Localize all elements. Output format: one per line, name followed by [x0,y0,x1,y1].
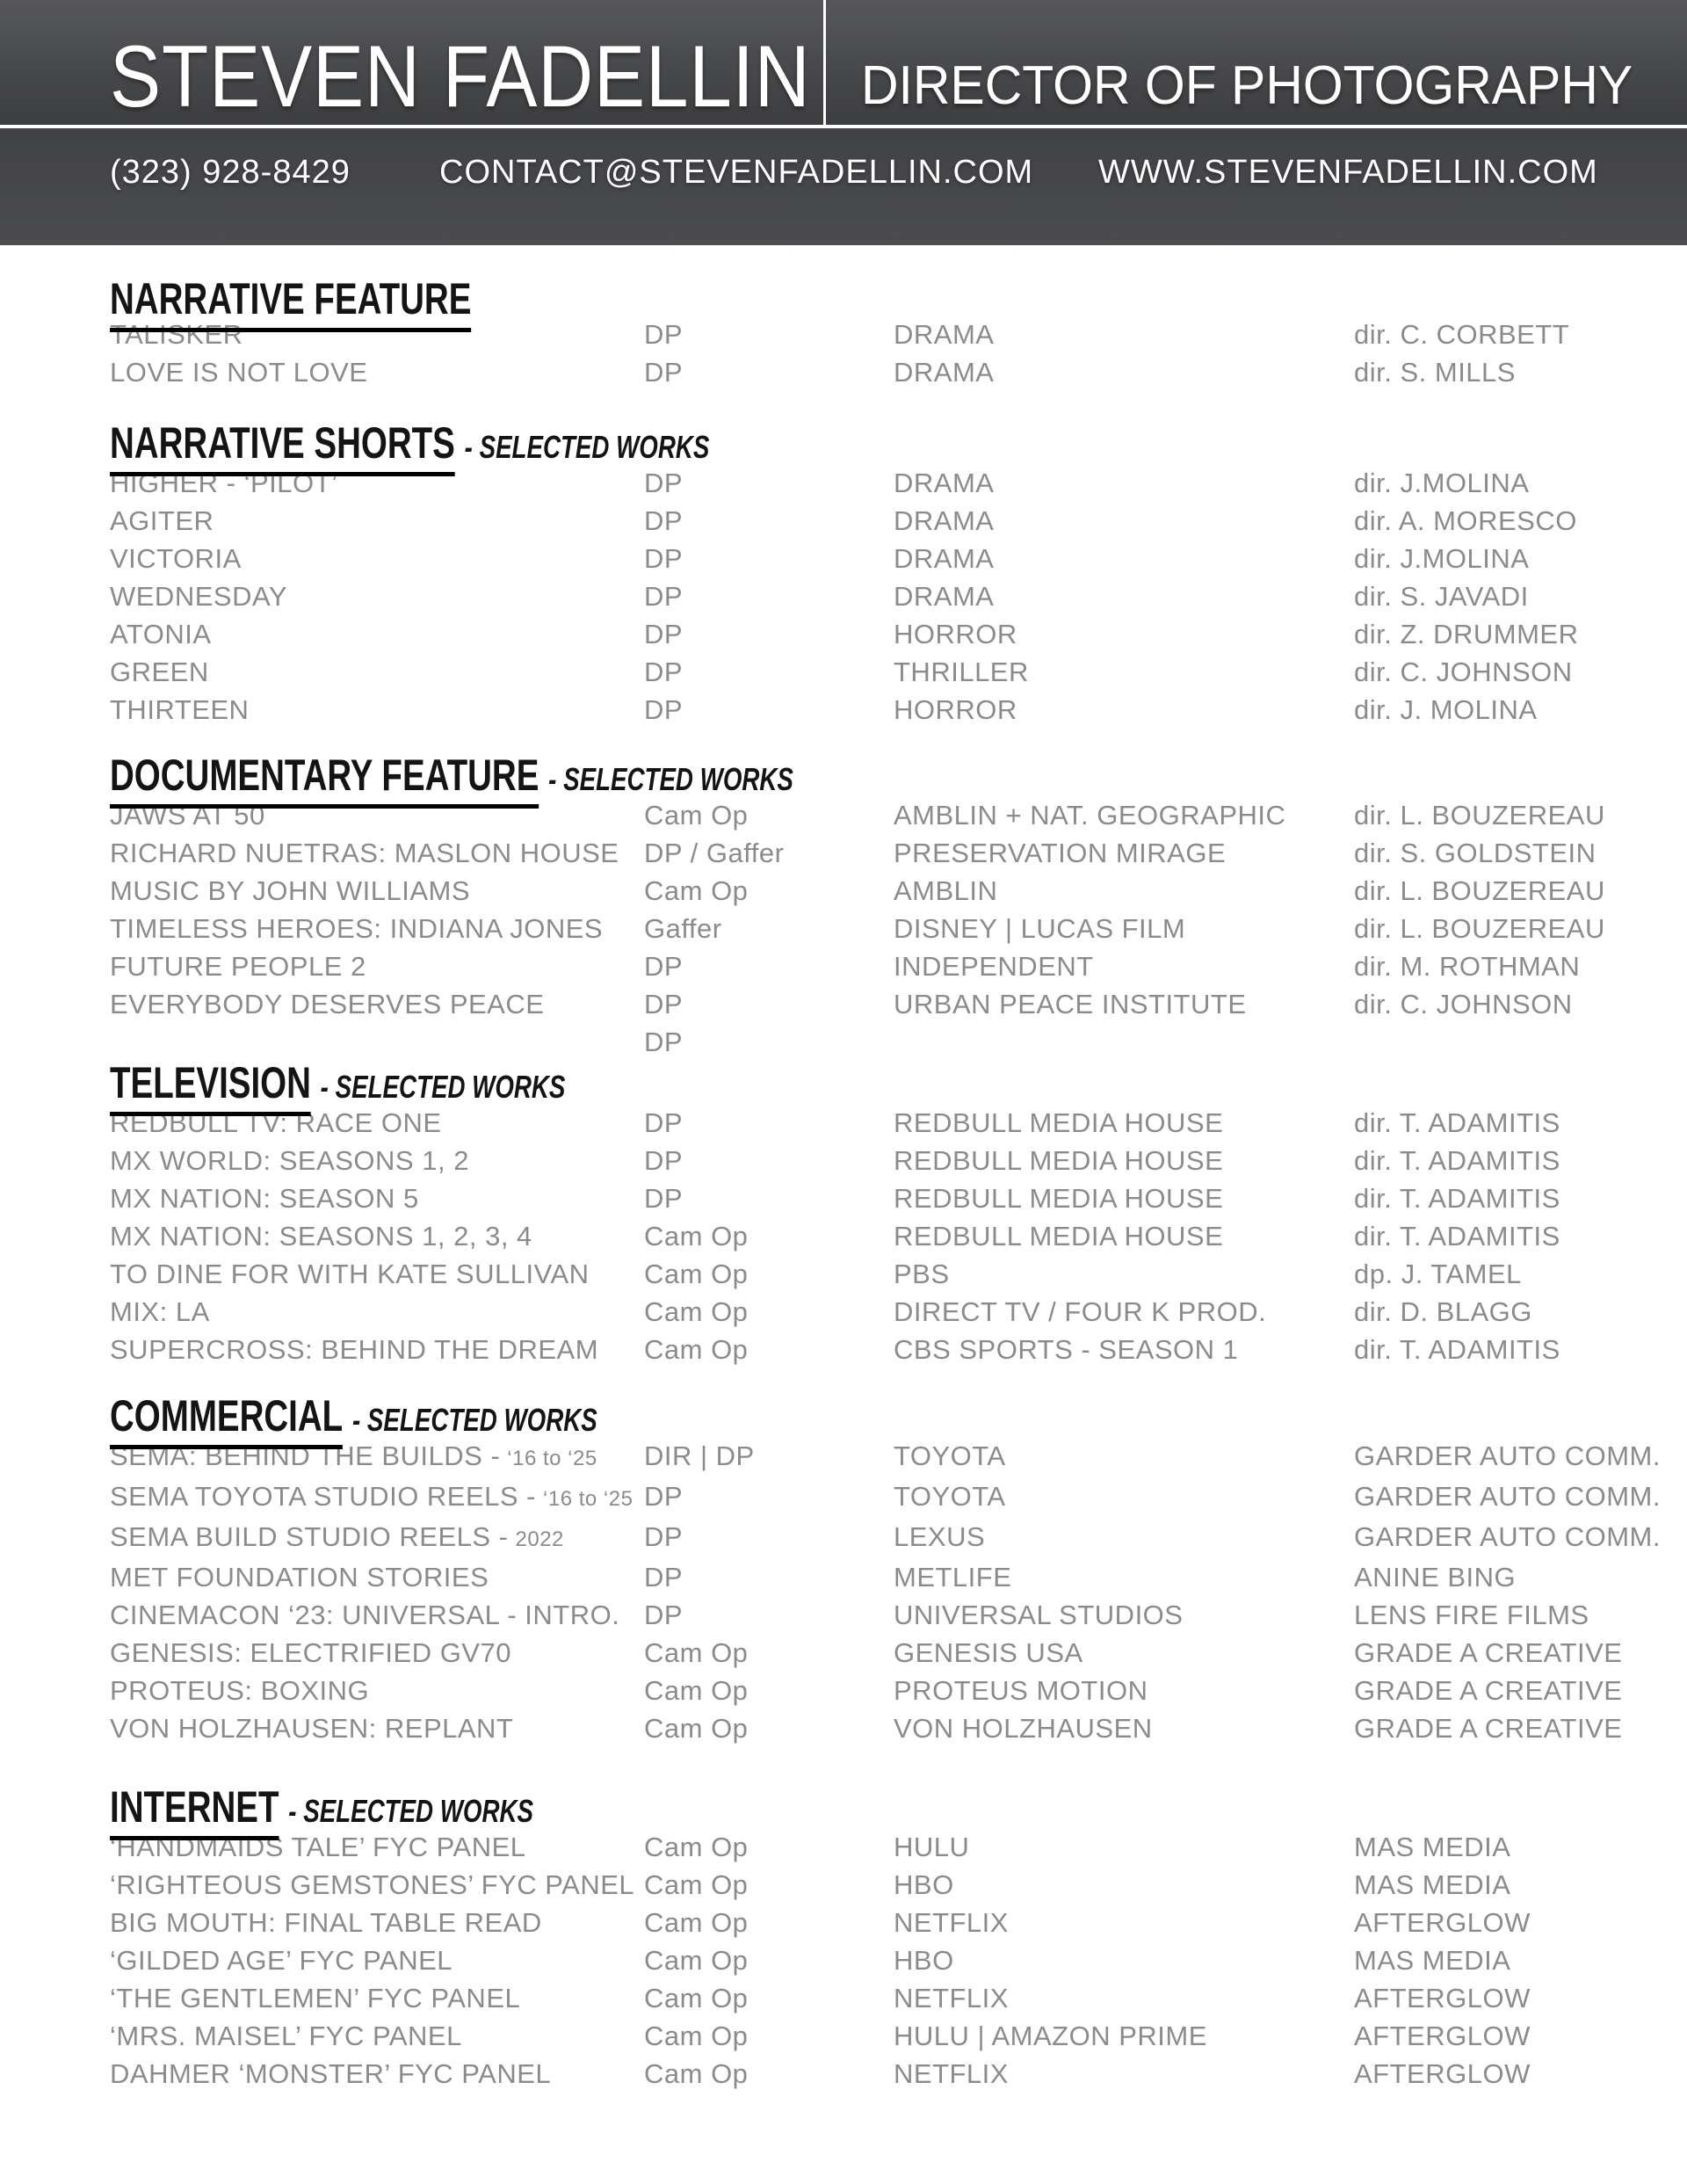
role: DP [644,1562,684,1593]
credit-row [110,947,1634,985]
project-title: WEDNESDAY [110,581,288,612]
project-title: AGITER [110,505,214,536]
project-title: GENESIS: ELECTRIFIED GV70 [110,1637,511,1668]
role: Cam Op [644,800,749,831]
director-company: dir. D. BLAGG [1354,1296,1532,1327]
project-title: GREEN [110,657,209,687]
network-genre: REDBULL MEDIA HOUSE [894,1183,1224,1214]
role: DP [644,1027,684,1057]
credit-row [110,1142,1634,1179]
section-rows [110,1104,1634,1368]
director-company: dir. T. ADAMITIS [1354,1107,1560,1138]
role: DP [644,1183,684,1214]
project-title [110,1023,644,1061]
project-title: ‘HANDMAIDS TALE’ FYC PANEL [110,1832,526,1862]
director-company: GRADE A CREATIVE [1354,1637,1623,1668]
director-company: GRADE A CREATIVE [1354,1713,1623,1744]
credit-row [110,2055,1634,2093]
role: Cam Op [644,1945,749,1976]
project-title: DAHMER ‘MONSTER’ FYC PANEL [110,2058,552,2089]
role: DP [644,1481,684,1512]
section-subtitle: - SELECTED WORKS [288,1793,534,1829]
director-company: AFTERGLOW [1354,1907,1531,1938]
role: DP [644,1600,684,1630]
section-subtitle: - SELECTED WORKS [351,1402,597,1438]
role: DP [644,505,684,536]
job-title: DIRECTOR OF PHOTOGRAPHY [861,55,1633,116]
network-genre: PBS [894,1259,950,1289]
credit-row [110,1979,1634,2017]
director-company: dir. M. ROTHMAN [1354,951,1581,982]
credit-row [110,872,1634,910]
director-company: dir. T. ADAMITIS [1354,1221,1560,1252]
resume-section [110,274,1634,391]
role: Cam Op [644,1907,749,1938]
network-genre: REDBULL MEDIA HOUSE [894,1145,1224,1176]
credit-row [110,1179,1634,1217]
project-title: ‘RIGHTEOUS GEMSTONES’ FYC PANEL [110,1869,635,1900]
director-company: dir. J.MOLINA [1354,468,1530,498]
section-rows [110,1437,1661,1747]
network-genre: DRAMA [894,505,995,536]
role: Cam Op [644,1832,749,1862]
director-company: dir. L. BOUZEREAU [1354,800,1605,831]
director-company: dir. T. ADAMITIS [1354,1145,1560,1176]
role: DP [644,1521,684,1552]
role: DP / Gaffer [644,838,785,868]
director-company: GARDER AUTO COMM. [1354,1440,1661,1471]
network-genre: CBS SPORTS - SEASON 1 [894,1334,1239,1365]
director-company: AFTERGLOW [1354,1983,1531,2013]
network-genre: REDBULL MEDIA HOUSE [894,1107,1224,1138]
email-link[interactable]: CONTACT@STEVENFADELLIN.COM [439,154,1034,191]
section-header [110,1058,1634,1109]
credit-row [110,985,1634,1023]
project-title: MX NATION: SEASONS 1, 2, 3, 4 [110,1221,532,1252]
director-company: dir. L. BOUZEREAU [1354,913,1605,944]
director-company: dir. T. ADAMITIS [1354,1183,1560,1214]
project-title: VON HOLZHAUSEN: REPLANT [110,1713,514,1744]
project-title: BIG MOUTH: FINAL TABLE READ [110,1907,542,1938]
project-title: TIMELESS HEROES: INDIANA JONES [110,913,604,944]
phone-number: (323) 928-8429 [110,154,351,191]
credit-row [110,353,1634,391]
project-title-suffix: ‘16 to ‘25 [507,1447,597,1470]
credit-row [110,1672,1634,1709]
section-header [110,418,1634,469]
section-title: NARRATIVE SHORTS [110,418,455,476]
project-title: SEMA TOYOTA STUDIO REELS - ‘16 to ‘25 [110,1481,634,1512]
network-genre: HULU | AMAZON PRIME [894,2021,1207,2051]
section-title: NARRATIVE FEATURE [110,274,471,332]
project-title-suffix: 2022 [515,1527,564,1551]
network-genre: GENESIS USA [894,1637,1083,1668]
network-genre: AMBLIN + NAT. GEOGRAPHIC [894,800,1286,831]
network-genre: NETFLIX [894,2058,1009,2089]
network-genre: REDBULL MEDIA HOUSE [894,1221,1224,1252]
project-title: ‘GILDED AGE’ FYC PANEL [110,1945,453,1976]
role: Cam Op [644,1221,749,1252]
project-title: EVERYBODY DESERVES PEACE [110,989,545,1019]
section-title: TELEVISION [110,1058,311,1116]
header-vertical-divider [823,0,826,128]
director-company: GRADE A CREATIVE [1354,1675,1623,1706]
project-title: TO DINE FOR WITH KATE SULLIVAN [110,1259,590,1289]
director-company: AFTERGLOW [1354,2058,1531,2089]
role: DP [644,694,684,725]
project-title: SUPERCROSS: BEHIND THE DREAM [110,1334,599,1365]
resume-section [110,1391,1661,1747]
section-title: COMMERCIAL [110,1391,343,1449]
role: Cam Op [644,1334,749,1365]
role: Cam Op [644,1869,749,1900]
resume-section [110,1058,1634,1368]
director-company: dir. Z. DRUMMER [1354,619,1579,649]
role: Cam Op [644,1675,749,1706]
director-company: dir. L. BOUZEREAU [1354,875,1605,906]
project-title: ‘MRS. MAISEL’ FYC PANEL [110,2021,462,2051]
director-company: dir. A. MORESCO [1354,505,1577,536]
project-title: MX NATION: SEASON 5 [110,1183,419,1214]
credit-row [110,1941,1634,1979]
section-title: INTERNET [110,1782,279,1840]
role: DP [644,1145,684,1176]
project-title: ‘THE GENTLEMEN’ FYC PANEL [110,1983,521,2013]
director-company: dir. J.MOLINA [1354,543,1530,574]
credit-row [110,2017,1634,2055]
person-name: STEVEN FADELLIN [110,27,811,125]
credit-row [110,1634,1634,1672]
director-company: dir. J. MOLINA [1354,694,1538,725]
role: DP [644,357,684,388]
director-company: GARDER AUTO COMM. [1354,1481,1661,1512]
network-genre: LEXUS [894,1521,986,1552]
header-band [0,0,1687,128]
credit-row [110,834,1634,872]
section-rows [110,796,1634,1061]
resume-section [110,753,1634,1061]
role: Gaffer [644,913,722,944]
role: Cam Op [644,1983,749,2013]
website-link[interactable]: WWW.STEVENFADELLIN.COM [1098,154,1598,191]
director-company: MAS MEDIA [1354,1869,1511,1900]
project-title: MET FOUNDATION STORIES [110,1562,489,1593]
network-genre: HORROR [894,694,1017,725]
project-title: TALISKER [110,319,243,350]
director-company: ANINE BING [1354,1562,1517,1593]
network-genre: PROTEUS MOTION [894,1675,1148,1706]
network-genre: AMBLIN [894,875,998,906]
network-genre: VON HOLZHAUSEN [894,1713,1153,1744]
section-subtitle: - SELECTED WORKS [320,1069,566,1105]
director-company: dir. S. GOLDSTEIN [1354,838,1596,868]
director-company: dir. S. MILLS [1354,357,1516,388]
credit-row [110,1828,1634,1866]
credit-row [110,1866,1634,1904]
network-genre: UNIVERSAL STUDIOS [894,1600,1184,1630]
network-genre [894,1023,1354,1061]
credit-row [110,502,1634,540]
credit-row [110,1217,1634,1255]
network-genre: URBAN PEACE INSTITUTE [894,989,1247,1019]
network-genre: NETFLIX [894,1907,1009,1938]
credit-row [110,1709,1634,1747]
role: DP [644,1107,684,1138]
project-title: MX WORLD: SEASONS 1, 2 [110,1145,469,1176]
section-header [110,753,1634,802]
network-genre: DISNEY | LUCAS FILM [894,913,1186,944]
network-genre: DRAMA [894,319,995,350]
project-title-suffix: ‘16 to ‘25 [543,1487,634,1511]
credit-row [110,1293,1634,1331]
project-title: REDBULL TV: RACE ONE [110,1107,442,1138]
network-genre: TOYOTA [894,1481,1006,1512]
project-title: RICHARD NUETRAS: MASLON HOUSE [110,838,619,868]
director-company: GARDER AUTO COMM. [1354,1521,1661,1552]
section-header [110,274,1634,323]
network-genre: NETFLIX [894,1983,1009,2013]
credit-row [110,577,1634,615]
section-rows [110,1828,1634,2093]
network-genre: DRAMA [894,357,995,388]
role: DP [644,657,684,687]
director-company [1354,1023,1634,1061]
director-company: dir. C. JOHNSON [1354,989,1573,1019]
credit-row [110,1477,1661,1518]
role: Cam Op [644,1296,749,1327]
resume-section [110,1782,1634,2093]
network-genre: THRILLER [894,657,1029,687]
role: DP [644,989,684,1019]
credit-row [110,1558,1634,1596]
role: DP [644,468,684,498]
credit-row [110,1104,1634,1142]
credit-row [110,653,1634,691]
project-title: HIGHER - ‘PILOT’ [110,468,338,498]
network-genre: HBO [894,1869,954,1900]
project-title: THIRTEEN [110,694,250,725]
section-header [110,1391,1634,1442]
credit-row [110,1331,1634,1368]
role: Cam Op [644,2021,749,2051]
role: Cam Op [644,1637,749,1668]
role: DP [644,543,684,574]
credit-row [110,1518,1661,1558]
credit-row [110,615,1634,653]
network-genre: DRAMA [894,543,995,574]
director-company: AFTERGLOW [1354,2021,1531,2051]
director-company: dir. T. ADAMITIS [1354,1334,1560,1365]
project-title: LOVE IS NOT LOVE [110,357,368,388]
role: Cam Op [644,1713,749,1744]
role: DP [644,951,684,982]
role: DP [644,319,684,350]
credit-row [110,1023,1634,1061]
director-company: dir. C. JOHNSON [1354,657,1573,687]
project-title: VICTORIA [110,543,242,574]
network-genre: METLIFE [894,1562,1012,1593]
director-company: dp. J. TAMEL [1354,1259,1522,1289]
project-title: FUTURE PEOPLE 2 [110,951,366,982]
project-title: PROTEUS: BOXING [110,1675,370,1706]
director-company: MAS MEDIA [1354,1832,1511,1862]
director-company: dir. S. JAVADI [1354,581,1529,612]
director-company: LENS FIRE FILMS [1354,1600,1589,1630]
project-title: SEMA: BEHIND THE BUILDS - ‘16 to ‘25 [110,1440,597,1471]
network-genre: HORROR [894,619,1017,649]
section-subtitle: - SELECTED WORKS [548,761,793,797]
network-genre: DRAMA [894,581,995,612]
section-subtitle: - SELECTED WORKS [464,429,710,465]
section-header [110,1782,1634,1833]
network-genre: INDEPENDENT [894,951,1094,982]
network-genre: DRAMA [894,468,995,498]
project-title: MUSIC BY JOHN WILLIAMS [110,875,471,906]
resume-section [110,418,1634,729]
role: DP [644,581,684,612]
network-genre: DIRECT TV / FOUR K PROD. [894,1296,1267,1327]
project-title: MIX: LA [110,1296,210,1327]
role: DP [644,619,684,649]
credit-row [110,540,1634,577]
project-title: ATONIA [110,619,212,649]
project-title: CINEMACON ‘23: UNIVERSAL - INTRO. [110,1600,620,1630]
section-title: DOCUMENTARY FEATURE [110,751,539,809]
network-genre: HULU [894,1832,970,1862]
credit-row [110,1255,1634,1293]
sections [0,245,1687,2093]
contact-bar [0,128,1687,245]
project-title: SEMA BUILD STUDIO REELS - 2022 [110,1521,564,1552]
director-company: dir. C. CORBETT [1354,319,1570,350]
director-company: MAS MEDIA [1354,1945,1511,1976]
credit-row [110,1904,1634,1941]
network-genre: TOYOTA [894,1440,1006,1471]
section-rows [110,464,1634,729]
role: Cam Op [644,2058,749,2089]
role: DIR | DP [644,1440,755,1471]
network-genre: HBO [894,1945,954,1976]
project-title: JAWS AT 50 [110,800,265,831]
credit-row [110,1596,1634,1634]
role: Cam Op [644,875,749,906]
credit-row [110,910,1634,947]
role: Cam Op [644,1259,749,1289]
credit-row [110,691,1634,729]
network-genre: PRESERVATION MIRAGE [894,838,1227,868]
